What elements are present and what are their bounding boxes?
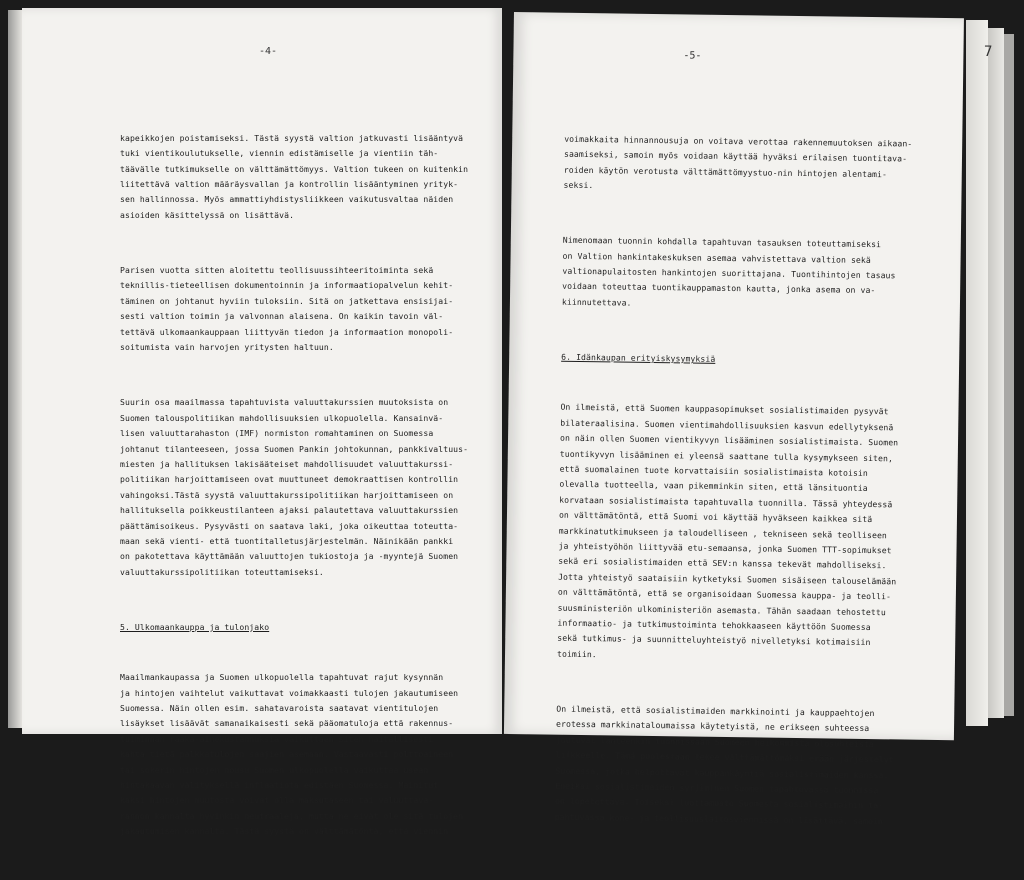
text-line: bilateraalisina. Suomen vientimahdollisuuksien kasvun edellytyksenä bbox=[560, 417, 894, 433]
paragraph bbox=[555, 702, 905, 830]
text-line: sekä eri sosialistimaiden että SEV:n kanssa tekevät mahdolliseksi. bbox=[558, 556, 887, 571]
text-line: pahtuvassa kone- ja teollisuuslaitosviennissä on lisättävä, samoin bbox=[554, 811, 884, 827]
text-line: roiden käytön verotusta välttämättömyystuo-nin hintojen alentami- bbox=[563, 164, 888, 179]
paragraph bbox=[120, 131, 468, 223]
text-line: Nimenomaan tuonnin kohdalla tapahtuvan tasauksen toteuttamiseksi bbox=[562, 234, 882, 250]
margin-mark: 7 bbox=[984, 44, 993, 60]
text-line: seksi. bbox=[563, 179, 594, 191]
text-line: soitumista vain harvojen yritysten haltuun. bbox=[120, 342, 334, 353]
page-number: -4- bbox=[259, 46, 278, 57]
text-line: tettävä ulkomaankauppaan liittyvän tiedon ja informaation monopoli- bbox=[120, 326, 454, 337]
text-line: liitettävä valtion määräysvallan ja kontrollin lisääntyminen yrityk- bbox=[120, 179, 459, 190]
text-line: Suomen talouspolitiikan mahdollisuuksien ulkopuolella. Kansainvä- bbox=[120, 412, 444, 423]
text-line: maan sekä vienti- että tuontitalletusjärjestelmän. Näinikään pankki bbox=[120, 535, 454, 546]
text-line: On ilmeistä, että Suomen kauppasopimukset sosialistimaiden pysyvät bbox=[560, 402, 889, 417]
text-line: voimakkaita hinnannousuja on voitava verottaa rakennemuutoksen aikaan- bbox=[564, 133, 913, 149]
text-line: miesten ja hallituksen lakisääteiset mahdollisuudet valuuttakurssi- bbox=[120, 458, 454, 469]
text-line: tuiminnan raaka-ainekustannuksia vaikuttaen siten haitallisesti bbox=[120, 733, 434, 744]
text-line: kahta tietä palkkatulojen saajien asemaan. Vastaavasti polttoaineen bbox=[120, 749, 454, 760]
left-page-body bbox=[120, 100, 468, 880]
text-line: erotessa markkinataloumaissa käytetyistä, ne erikseen suhteessa bbox=[555, 719, 870, 734]
right-page bbox=[504, 12, 964, 827]
paragraph bbox=[120, 395, 468, 580]
text-line: tai sokerin hintojen nousu Suomen ulkopuolella vaikuttaa usean bbox=[120, 764, 429, 775]
text-line: rannon kannalta hyvinkin neutraaleja, mutta ne eivät ole sitä tulojen bbox=[120, 810, 464, 821]
text-line: jakautumisen kannalta. Tästä syystä on välttämätöntä, että viennin bbox=[120, 826, 449, 837]
book-right-edge-2 bbox=[988, 28, 1004, 718]
text-line: täminen on johtanut hyviin tuloksiin. Sitä on jatkettava ensisijai- bbox=[120, 295, 454, 306]
page-number: -5- bbox=[683, 50, 702, 62]
text-line: on välttämätöntä, että se organisoidaan Suomessa kauppa- ja teolli- bbox=[557, 586, 892, 602]
paragraph bbox=[120, 263, 468, 355]
text-line: ja hintojen vaihtelut vaikuttavat voimakkaasti tulojen jakautumiseen bbox=[120, 687, 459, 698]
text-line: voidaan toteuttaa tuontikauppamaston kautta, jonka asema on va- bbox=[562, 281, 876, 296]
text-line: tuki vientikoulutukselle, viennin edistämiselle ja vientiin täh- bbox=[120, 148, 439, 159]
paragraph bbox=[557, 400, 909, 667]
text-line: sekä tutkimus- ja suunnitteluyhteistyö nivelletyksi kotimaisiin bbox=[557, 633, 871, 648]
text-line: on Valtion hankintakeskuksen asemaa vahvistettava valtion sekä bbox=[562, 250, 871, 265]
book-right-edge-3 bbox=[1004, 34, 1014, 716]
text-line: ja yhteistyöhön liittyvää etu-semaansa, jonka Suomen TTT-sopimukset bbox=[558, 540, 892, 556]
text-line: On ilmeistä, että sosialistimaiden markkinointi ja kauppaehtojen bbox=[556, 703, 875, 719]
text-line: toimiin. bbox=[556, 648, 597, 660]
text-line: asioiden käsittelyssä on lisättävä. bbox=[120, 209, 295, 220]
section-heading: 5. Ulkomaankauppa ja tulonjako bbox=[120, 622, 270, 632]
text-line: johtanut tilanteeseen, jossa Suomen Pankin johtokunnan, pankkivaltuus- bbox=[120, 443, 469, 454]
text-line: sen hallinnossa. Myös ammattiyhdistysliikkeen vaikutusvaltaa näiden bbox=[120, 194, 454, 205]
paragraph bbox=[562, 233, 911, 315]
text-line: saamiseksi, samoin myös voidaan käyttää hyväksi erilaisen tuontitava- bbox=[563, 148, 908, 164]
text-line: informaatio- ja tutkimustoiminta tehokkaaseen käyttöön Suomessa bbox=[557, 617, 871, 633]
text-line: korvataan sosialistimaista tapahtuvalla tuonnilla. Tässä yhteydessä bbox=[559, 494, 893, 510]
paragraph bbox=[563, 132, 912, 198]
text-line: kapeikkojen poistamiseksi. Tästä syystä valtion jatkuvasti lisääntyvä bbox=[120, 132, 464, 143]
text-line: Suurin osa maailmassa tapahtuvista valuuttakurssien muutoksista on bbox=[120, 397, 449, 408]
text-line: Maailmankaupassa ja Suomen ulkopuolella tapahtuvat rajut kysynnän bbox=[120, 672, 444, 683]
text-line: Parisen vuotta sitten aloitettu teollisuussihteeritoiminta sekä bbox=[120, 265, 434, 276]
text-line: joutuvat länteenkin tuonnissaan Suomeen heikommista olosuhteista bbox=[555, 734, 875, 749]
text-line: Jotta yhteistyö saataisiin kytketyksi Suomen sisäiseen talouselämään bbox=[558, 571, 897, 587]
text-line: markkinatutkimukseen ja taloudelliseen , tekniseen sekä teolliseen bbox=[558, 525, 888, 540]
text-line: valuuttakurssipolitiikan toteuttamiseksi. bbox=[120, 566, 324, 577]
text-line: että suomalainen tuote korvattaisiin sosialistimaista kotoisin bbox=[559, 463, 868, 478]
text-line: politiikan harjoittamiseen ovat muuttuneet demokraattisen kontrollin bbox=[120, 474, 459, 485]
text-line: Suomessa, jotka helpottavat kauppankäyntiä sosialistimaiden kanssa. bbox=[555, 765, 889, 780]
section-heading: 6. Idänkaupan erityiskysymyksiä bbox=[561, 351, 716, 364]
text-line: hintakaavan välityksellä inflaatiota edistäen Suomessa. Mainitut bbox=[120, 780, 439, 791]
text-line: teknillis-tieteellisen dokumentoinnin ja informaatiopalvelun kehit- bbox=[120, 280, 454, 291]
text-line: sesti valtion toimin ja valvonnan alaisena. On kaikin tavoin väl- bbox=[120, 311, 444, 322]
text-line: täävälle tutkimukselle on välttämättömyys. Valtion tukeen on kuitenkin bbox=[120, 163, 469, 174]
text-line: lisen valuuttarahaston (IMF) normiston romahtaminen on Suomessa bbox=[120, 428, 434, 439]
text-line: olevalla tuotteella, vaan pikemminkin siten, että länsituontia bbox=[559, 479, 868, 494]
text-line: Suomessa. Näin ollen esim. sahatavaroista saatavat vientitulojen bbox=[120, 703, 439, 714]
text-line: on näin ollen Suomen vientikyvyn lisääminen sosialistimaista. Suomen bbox=[559, 432, 899, 448]
text-line: vahingoksi.Tästä syystä valuuttakurssipolitiikan harjoittamiseen on bbox=[120, 489, 454, 500]
text-line: valtionapulaitosten hankintojen suorittajana. Tuontihintojen tasaus bbox=[562, 265, 896, 281]
text-line: kaksi hintojen muutosta voivat olla maksutaseen tai valuuttava- bbox=[120, 795, 434, 806]
text-line: suusministeriön ulkoministeriön asemasta. Tähän saadaan tehostettu bbox=[557, 602, 886, 617]
text-line: tuontikyvyn lisääminen ei yleensä saattane tulla kysymykseen siten, bbox=[559, 448, 894, 463]
book-right-edge bbox=[966, 20, 988, 726]
right-page-body bbox=[554, 101, 913, 870]
text-line: Eneiksi sosialistimaiden syrjiminen Suomen tapahtuvassa tuonnissa bbox=[555, 780, 879, 796]
text-line: lisäykset lisäävät samanaikaisesti sekä pääomatuloja että rakennus- bbox=[120, 718, 454, 729]
left-page bbox=[22, 8, 502, 837]
text-line: kiinnutettava. bbox=[561, 296, 632, 308]
text-line: on pakotettava käyttämään valuuttojen tukiostoja ja -myyntejä Suomen bbox=[120, 551, 459, 562]
text-line: hallituksella poikkeustilanteen ajaksi palautettava valuuttakurssien bbox=[120, 505, 459, 516]
book-left-edge bbox=[8, 10, 22, 728]
text-line: on lopetettava. Toiseksi luottamusto Suomesta sosialistimaihin ta- bbox=[554, 796, 884, 811]
text-line: on välttämätöntä, että Suomi voi käyttää hyväkseen kaikkea sitä bbox=[558, 509, 873, 525]
paragraph bbox=[120, 670, 468, 839]
text-line: liikkeelle. Tämä puolestaan tekee välttämättömäksi erään järjestelyt bbox=[555, 749, 894, 765]
text-line: päättämisoikeus. Pysyvästi on saatava laki, joka oikeuttaa toteutta- bbox=[120, 520, 459, 531]
